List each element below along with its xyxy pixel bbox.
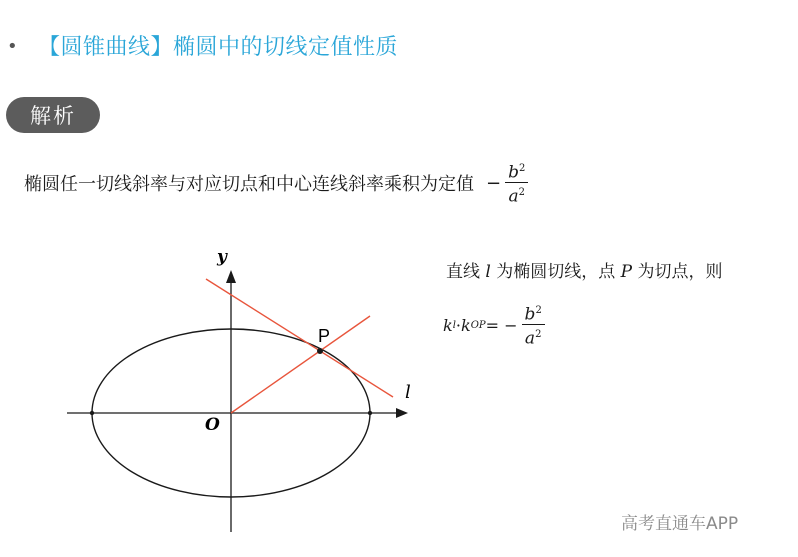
equals-minus: = − xyxy=(485,315,518,335)
fraction-denominator: a xyxy=(508,186,519,207)
denominator-exponent: 2 xyxy=(518,186,525,198)
point-symbol: P xyxy=(620,262,633,282)
watermark: 高考直通车APP xyxy=(621,514,739,534)
page-title: 【圆锥曲线】椭圆中的切线定值性质 xyxy=(38,35,399,60)
formula-numerator: b xyxy=(524,304,536,325)
formula-den-exponent: 2 xyxy=(535,328,542,340)
explanation-sentence xyxy=(446,257,723,282)
slope-k-op: k xyxy=(461,315,471,335)
y-axis-label: y xyxy=(217,247,227,267)
subscript-l: l xyxy=(452,319,456,331)
formula-fraction xyxy=(522,302,545,348)
sentence-text: 为椭圆切线，点 xyxy=(490,262,621,282)
line-symbol: l xyxy=(485,262,491,282)
analysis-badge: 解析 xyxy=(6,97,100,133)
vertex-point xyxy=(368,411,372,415)
point-p-label: P xyxy=(318,326,331,346)
x-axis-arrow xyxy=(396,408,408,418)
tangent-point-p xyxy=(317,348,323,354)
sentence-text: 直线 xyxy=(446,262,486,282)
tangent-line xyxy=(206,279,393,397)
formula-denominator: a xyxy=(524,328,536,349)
formula-num-exponent: 2 xyxy=(535,305,542,316)
line-l-label: l xyxy=(405,382,411,403)
statement-text: 椭圆任一切线斜率与对应切点和中心连线斜率乘积为定值 xyxy=(24,174,474,196)
bullet: • xyxy=(7,36,18,57)
vertex-point xyxy=(90,411,94,415)
origin-label: O xyxy=(205,415,220,435)
numerator-exponent: 2 xyxy=(518,163,526,174)
y-axis-arrow xyxy=(226,270,236,283)
sentence-text: 为切点，则 xyxy=(632,262,723,282)
slope-product-formula xyxy=(443,302,545,348)
statement-sign: − xyxy=(486,172,502,194)
fraction-numerator: b xyxy=(508,162,519,183)
dot-operator: · xyxy=(455,315,461,335)
slope-k-l: k xyxy=(443,315,453,335)
subscript-op: OP xyxy=(470,319,486,331)
